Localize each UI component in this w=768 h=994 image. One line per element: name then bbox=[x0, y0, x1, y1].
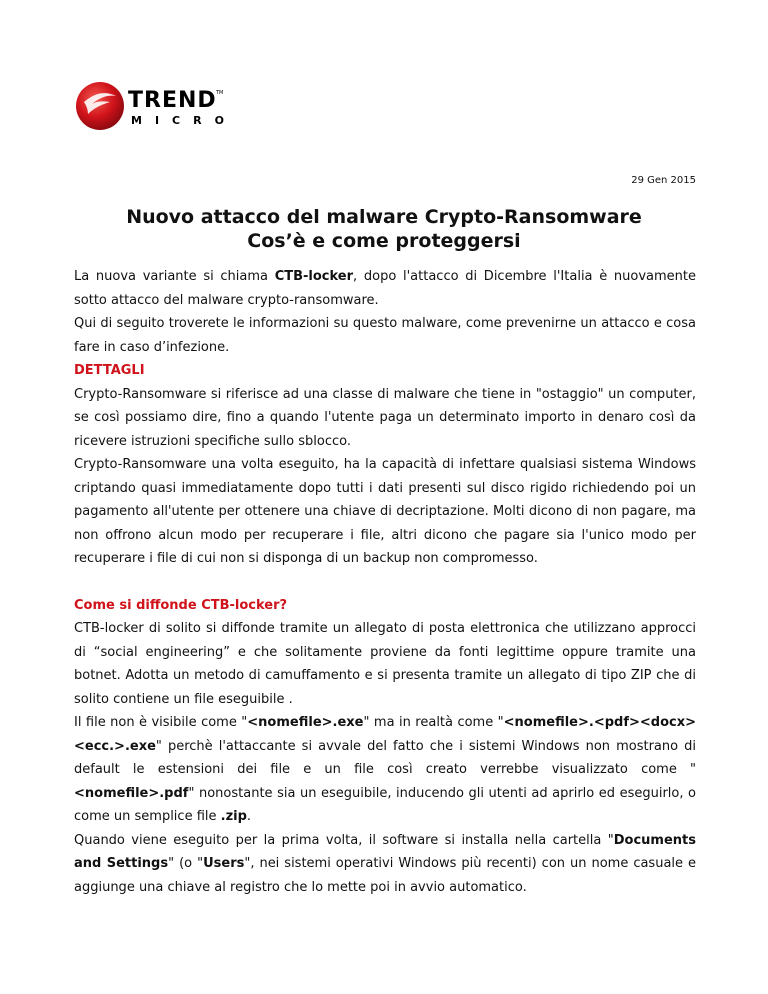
text-span: " perchè l'attaccante si avvale del fatto che i sistemi Windows non mostrano di default le estensioni dei file e un file così creato verrebbe visualizzato come " bbox=[74, 738, 696, 777]
paragraph-definition: Crypto-Ransomware si riferisce ad una classe di malware che tiene in "ostaggio" un computer, se così possiamo dire, fino a quando l'utente paga un determinato importo in denaro così da ricevere istruzioni specifiche sullo sblocco. bbox=[74, 386, 696, 449]
logo-word-micro: MICRO bbox=[131, 114, 237, 127]
filename-zip: .zip bbox=[220, 809, 247, 824]
paragraph-spread: CTB-locker di solito si diffonde tramite un allegato di posta elettronica che utilizzano approcci di “social engineering” e che solitamente proviene da fonti legittime oppure tramite una botnet. Adotta un metodo di camuffamento e si presenta tramite un allegato di tipo ZIP che di solito contiene un file eseguibile . bbox=[74, 621, 696, 707]
text-span: La nuova variante si chiama bbox=[74, 269, 275, 284]
document-title bbox=[0, 205, 768, 253]
section-heading-dettagli: DETTAGLI bbox=[74, 363, 145, 378]
folder-documents-settings: Documents and Settings bbox=[74, 832, 696, 871]
folder-users: Users bbox=[203, 856, 245, 871]
text-span: " nonostante sia un eseguibile, inducendo gli utenti ad aprirlo ed eseguirlo, o come un semplice file bbox=[74, 785, 696, 824]
trend-micro-ball-icon bbox=[74, 80, 126, 132]
text-span: Il file non è visibile come " bbox=[74, 715, 248, 730]
trend-micro-logo bbox=[74, 80, 237, 130]
paragraph-intro bbox=[74, 265, 696, 312]
section-heading-diffusione: Come si diffonde CTB-locker? bbox=[74, 597, 288, 613]
text-span: . bbox=[246, 809, 252, 824]
document-body bbox=[74, 265, 696, 899]
filename-pdf: <nomefile>.pdf bbox=[74, 785, 189, 801]
filename-exe: <nomefile>.exe bbox=[247, 715, 364, 730]
logo-trademark: TM bbox=[216, 90, 224, 96]
paragraph-info: Qui di seguito troverete le informazioni su questo malware, come prevenirne un attacco e cosa fare in caso d’infezione. bbox=[74, 316, 696, 355]
paragraph-behaviour: Crypto-Ransomware una volta eseguito, ha la capacità di infettare qualsiasi sistema Windows criptando quasi immediatamente dopo tutti i dati presenti sul disco rigido richiedendo poi un pagamento all'utente per ottenere una chiave di decriptazione. Molti dicono di non pagare, ma non offrono alcun modo per recuperare i file, altri dicono che pagare sia l'unico modo per recuperare i file di cui non si disponga di un backup non compromesso. bbox=[74, 457, 696, 566]
document-date: 29 Gen 2015 bbox=[631, 175, 696, 186]
malware-name: CTB-locker bbox=[274, 269, 354, 284]
paragraph-extension bbox=[74, 711, 696, 829]
text-span: " (o " bbox=[168, 856, 204, 871]
text-span: ", nei sistemi operativi Windows più recenti) con un nome casuale e aggiunge una chiave al registro che lo mette poi in avvio automatico. bbox=[74, 856, 697, 895]
text-span: Quando viene eseguito per la prima volta, il software si installa nella cartella " bbox=[74, 832, 614, 848]
paragraph-install bbox=[74, 829, 696, 900]
title-line-1: Nuovo attacco del malware Crypto-Ransomware bbox=[126, 206, 642, 228]
text-span: , dopo l'attacco di Dicembre l'Italia è nuovamente sotto attacco del malware crypto-ransomware. bbox=[74, 269, 697, 308]
text-span: " ma in realtà come " bbox=[363, 715, 504, 730]
paragraph-gap bbox=[74, 571, 696, 594]
filename-double-ext: <nomefile>.<pdf><docx><ecc.>.exe bbox=[74, 715, 696, 754]
title-line-2: Cos’è e come proteggersi bbox=[247, 230, 521, 252]
logo-word-trend: TREND bbox=[128, 88, 217, 113]
